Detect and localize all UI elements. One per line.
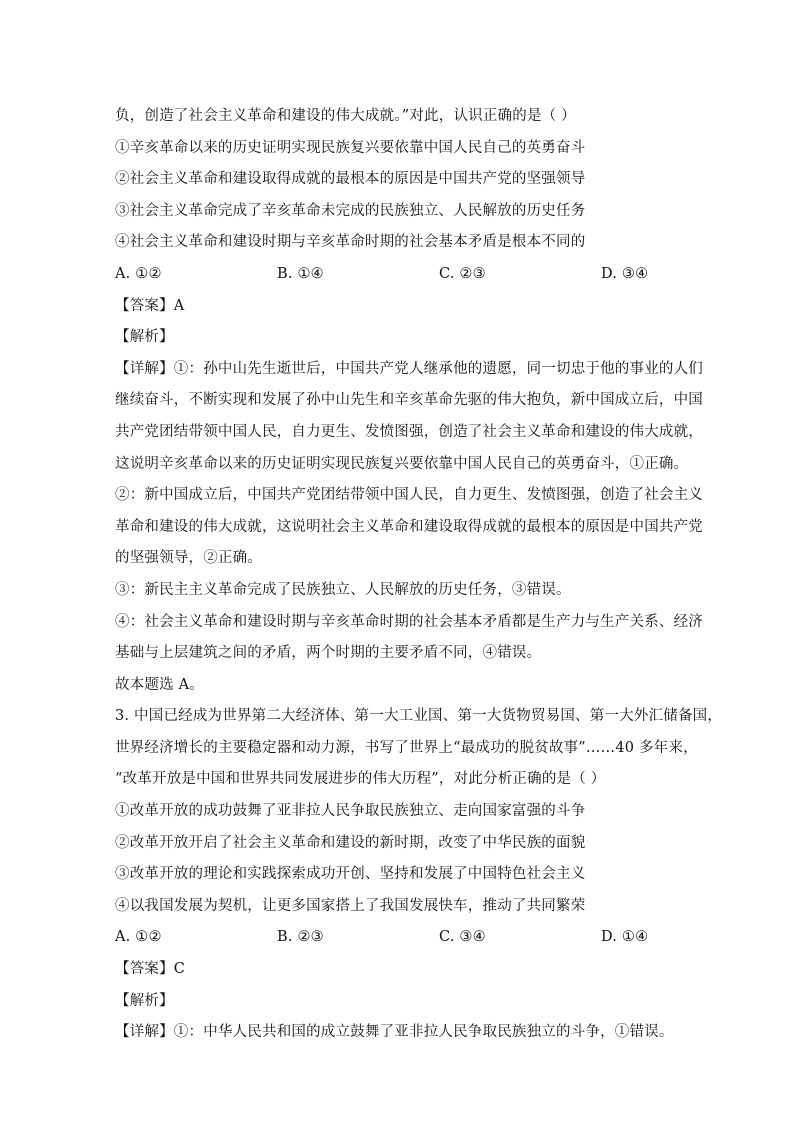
explanation-line: 共产党团结带领中国人民，自力更生、发愤图强，创造了社会主义革命和建设的伟大成就，: [115, 423, 703, 440]
conclusion-line: 故本题选 A。: [115, 676, 204, 693]
statement-1: ①辛亥革命以来的历史证明实现民族复兴要依靠中国人民自己的英勇奋斗: [115, 139, 586, 156]
explanation-line: 基础与上层建筑之间的矛盾，两个时期的主要矛盾不同，④错误。: [115, 645, 542, 662]
statement-2: ②改革开放开启了社会主义革命和建设的新时期，改变了中华民族的面貌: [115, 834, 586, 851]
answer-label: 【答案】C: [115, 961, 186, 978]
statement-4: ④社会主义革命和建设时期与辛亥革命时期的社会基本矛盾是根本不同的: [115, 234, 586, 251]
option-d: D. ①④: [601, 929, 649, 946]
explanation-line: 这说明辛亥革命以来的历史证明实现民族复兴要依靠中国人民自己的英勇奋斗，①正确。: [115, 455, 689, 472]
explanation-line: ④：社会主义革命和建设时期与辛亥革命时期的社会基本矛盾都是生产力与生产关系、经济: [115, 613, 703, 630]
explanation-line: ③：新民主主义革命完成了民族独立、人民解放的历史任务，③错误。: [115, 581, 571, 598]
option-c: C. ③④: [439, 929, 486, 946]
explanation-line: 的坚强领导，②正确。: [115, 550, 262, 567]
question-stem-tail: 负，创造了社会主义革命和建设的伟大成就。”对此，认识正确的是（ ）: [115, 108, 576, 124]
option-d: D. ③④: [601, 265, 649, 282]
answer-options: [115, 259, 695, 291]
explanation-line: 继续奋斗，不断实现和发展了孙中山先生和辛亥革命先驱的伟大抱负，新中国成立后，中国: [115, 392, 703, 409]
answer-label: 【答案】A: [115, 297, 185, 314]
option-a: A. ①②: [115, 929, 162, 946]
explanation-line: 【详解】①：中华人民共和国的成立鼓舞了亚非拉人民争取民族独立的斗争，①错误。: [115, 1024, 674, 1041]
option-b: B. ①④: [277, 265, 324, 282]
question-3-stem: 世界经济增长的主要稳定器和动力源，书写了世界上“最成功的脱贫故事”……40 多年来，: [115, 739, 698, 756]
question-3-stem: “改革开放是中国和世界共同发展进步的伟大历程”，对此分析正确的是（ ）: [115, 771, 606, 788]
option-c: C. ②③: [439, 265, 486, 282]
statement-2: ②社会主义革命和建设取得成就的最根本的原因是中国共产党的坚强领导: [115, 171, 586, 188]
option-b: B. ②③: [277, 929, 324, 946]
explanation-line: 革命和建设的伟大成就，这说明社会主义革命和建设取得成就的最根本的原因是中国共产党: [115, 518, 703, 535]
statement-4: ④以我国发展为契机，让更多国家搭上了我国发展快车，推动了共同繁荣: [115, 897, 586, 914]
statement-1: ①改革开放的成功鼓舞了亚非拉人民争取民族独立、走向国家富强的斗争: [115, 803, 586, 820]
page-content: [115, 101, 723, 1049]
analysis-label: 【解析】: [115, 329, 174, 346]
explanation-line: ②：新中国成立后，中国共产党团结带领中国人民，自力更生、发愤图强，创造了社会主义: [115, 487, 703, 504]
analysis-label: 【解析】: [115, 992, 174, 1009]
statement-3: ③社会主义革命完成了辛亥革命未完成的民族独立、人民解放的历史任务: [115, 202, 586, 219]
statement-3: ③改革开放的理论和实践探索成功开创、坚持和发展了中国特色社会主义: [115, 866, 586, 883]
question-3-stem: 3. 中国已经成为世界第二大经济体、第一大工业国、第一大货物贸易国、第一大外汇储备国，: [115, 708, 723, 725]
option-a: A. ①②: [115, 265, 162, 282]
answer-options: [115, 922, 695, 954]
explanation-line: 【详解】①：孙中山先生逝世后，中国共产党人继承他的遗愿，同一切忠于他的事业的人们: [115, 360, 703, 377]
